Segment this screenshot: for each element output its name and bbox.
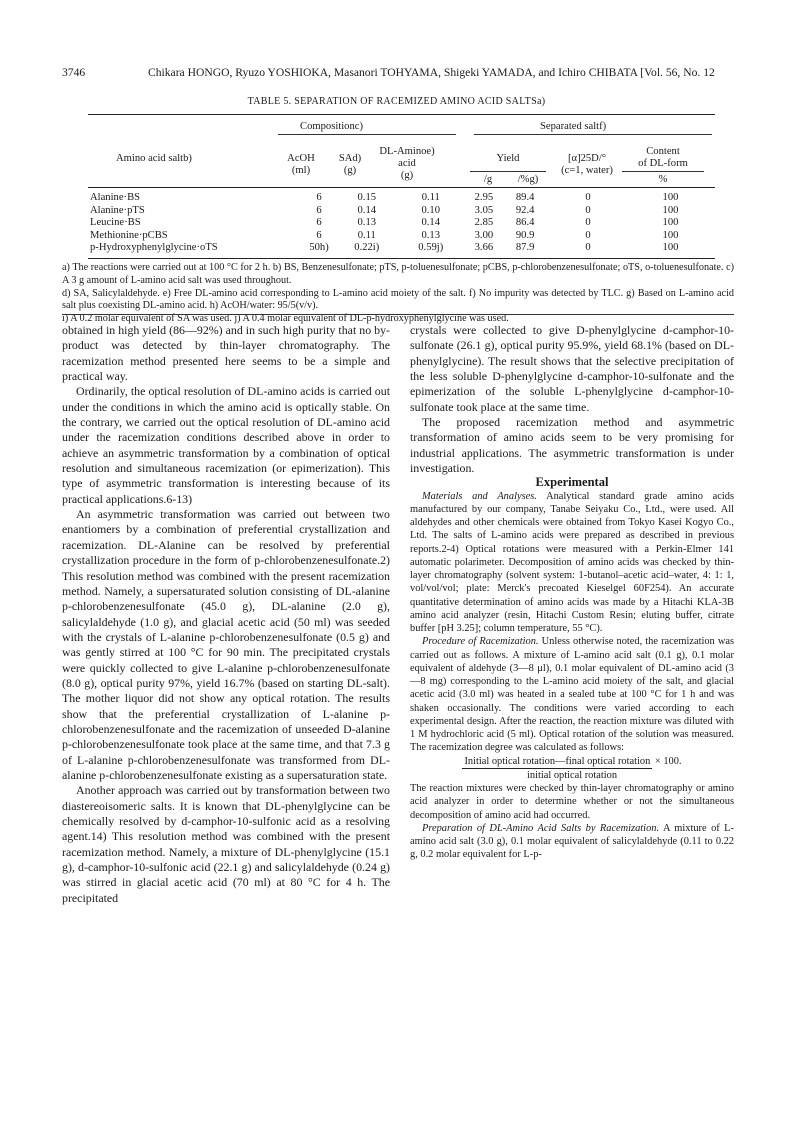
yield-header: Yield [496, 153, 520, 164]
composition-rule [278, 134, 456, 135]
paragraph: Ordinarily, the optical resolution of DL-amino acids is carried out under the conditions in which the amino acid is optically stable. On the contrary, we carried out the optical resolution of DL-amino acid under the racemization conditions described above in order to achieve an asymmetric transformation by a combination of optical resolution and simultaneous racemization (or epimerization). This type of asymmetric transformation is interesting because of its practical applications.6-13) [62, 384, 390, 506]
rotation-cell: 0 [585, 242, 591, 254]
authors: Chikara HONGO, Ryuzo YOSHIOKA, Masanori TOHYAMA, Shigeki YAMADA, and Ichiro CHIBATA [148, 66, 638, 79]
yield-g-cell: 3.66 [474, 242, 494, 254]
paragraph: The proposed racemization method and asymmetric transformation of amino acids seem to be very promising for industrial applications. The asymmetric transformation is under investigation. [410, 415, 734, 476]
dl-amino-cell: 0.14 [421, 217, 441, 229]
table5-body [88, 192, 715, 255]
paragraph-text: Analytical standard grade amino acids manufactured by our company, Tanabe Seiyaku Co., Ltd., were used. All aldehydes and other chemicals were obtained from Tokyo Kasei Kogyo Co., Ltd. The salts of L-amino acids were prepared as described in previous reports.2-4) Optical rotations were measured with a Perkin-Elmer 141 automatic polarimeter. Decomposition of amino acids was checked by thin-layer chromatography (solvent system: 1-butanol–acetic acid–water, 4: 1: 1, vol/vol/vol; plate: Merck's precoated Kieselgel 60F254). An accurate quantitative determination of amino acids was made by a Hitachi KLA-3B amino acid analyzer (resin, Hitachi Custom Resin; eluting buffer, citrate buffer [pH 3.25]; column temperature, 55 °C). [410, 490, 735, 635]
separated-salt-header: Separated saltf) [540, 121, 607, 132]
paragraph [410, 822, 734, 862]
sa-unit: (g) [343, 165, 357, 176]
content-header [622, 146, 704, 170]
table-row [88, 217, 715, 230]
dl-amino-unit: (g) [400, 170, 414, 181]
dl-amino-label: DL-Aminoe) [379, 146, 435, 157]
acoh-cell: 6 [316, 229, 322, 241]
yield-pct-header: /%g) [517, 174, 539, 185]
rotation-cell: 0 [585, 192, 591, 203]
composition-header: Compositionc) [300, 121, 363, 132]
acoh-cell: 6 [316, 204, 322, 216]
sa-cell: 0.22i) [354, 242, 380, 254]
acoh-cell: 6 [316, 217, 322, 229]
dl-amino-cell: 0.13 [421, 229, 441, 241]
dl-amino-header [376, 146, 438, 182]
content-unit: % [658, 174, 668, 185]
yield-pct-cell: 86.4 [515, 217, 535, 229]
paragraph: An asymmetric transformation was carried out between two enantiomers by a combination of preferential crystallization and racemization. DL-Alanine can be resolved by preferential crystallization procedure in the form of p-chlorobenzenesulfonate.2) This resolution method was combined with the present racemization method. Namely, a supersaturated solution consisting of DL-alanine p-chlorobenzenesulfonate (45.0 g), DL-alanine (2.0 g), salicylaldehyde (1.0 g), and glacial acetic acid (50 ml) was seeded with the crystals of L-alanine p-chlorobenzenesulfonate (0.5 g) and was gently stirred at 100 °C for 90 min. The precipitated crystals were quickly collected to give L-alanine p-chlorobenzenesulfonate (8.0 g), optical purity 97%, yield 16.7% (based on starting DL-salt). The mother liquor did not show any optical rotation. The results show that the preferential crystallization of L-alanine p-chlorobenzenesulfonate and the racemization of unseeded D-alanine p-chlorobenzenesulfonate took place at the same time, and that 7.3 g of L-alanine p-chlorobenzenesulfonate was transformed from DL-alanine p-chlorobenzenesulfonate existing as a supersaturation state. [62, 507, 390, 782]
footnote-line: d) SA, Salicylaldehyde. e) Free DL-amino acid corresponding to L-amino acid moiety of the salt. f) No impurity was detected by TLC. g) Based on L-amino acid salt plus coexisting DL-amino acid. h) AcOH/water: 95/5(v/v). [62, 287, 734, 312]
subsection-head: Procedure of Racemization. [422, 636, 539, 648]
sa-cell: 0.13 [357, 217, 377, 229]
table-footnotes [62, 262, 734, 326]
paragraph [410, 635, 734, 754]
salt-cell: Methionine·pCBS [90, 229, 168, 241]
footnote-line: a) The reactions were carried out at 100 °C for 2 h. b) BS, Benzenesulfonate; pTS, p-toluenesulfonate; pCBS, p-chlorobenzenesulfonate; oTS, o-toluenesulfonate. c) A 3 g amount of L-amino acid salt was used throughout. [62, 262, 734, 286]
subsection-head: Preparation of DL-Amino Acid Salts by Racemization. [422, 822, 660, 834]
formula-numerator: Initial optical rotation—final optical rotation [462, 755, 652, 769]
rotation-cell: 0 [585, 217, 591, 229]
yield-g-cell: 3.05 [474, 204, 494, 216]
formula-factor: × 100. [654, 755, 682, 767]
content-cell: 100 [662, 192, 679, 203]
author-line [148, 66, 715, 79]
yield-pct-cell: 87.9 [515, 242, 535, 254]
yield-g-cell: 3.00 [474, 229, 494, 241]
paragraph: crystals were collected to give D-phenylglycine d-camphor-10-sulfonate (26.1 g), optical purity 95.9%, yield 68.1% (based on DL-phenylglycine). The result shows that the selective precipitation of the less soluble D-phenylglycine d-camphor-10-sulfonate and the epimerization of the soluble L-phenylglycine d-camphor-10-sulfonate took place at the same time. [410, 323, 734, 414]
paragraph-text: Unless otherwise noted, the racemization was carried out as follows. A mixture of L-amino acid salt (0.1 g), 0.1 molar equivalent of aldehyde (3—8 μl), 0.1 molar equivalent of DL-amino acid (3—8 mg) corresponding to the L-amino acid moiety of the salt, and glacial acetic acid (3.0 ml) was heated in a sealed tube at 100 °C for 1 h and was shaken occasionally. The conditions were varied according to each experimental design. After the reaction, the reaction mixture was diluted with 1 M hydrochloric acid (5 ml). Optical rotation of the solution was measured. The racemization degree was calculated as follows: [410, 636, 734, 754]
rotation-cell: 0 [585, 204, 591, 216]
subsection-head: Materials and Analyses. [422, 490, 537, 502]
yield-g-header: /g [483, 174, 493, 185]
content-label-2: of DL-form [638, 158, 688, 169]
rotation-header [556, 153, 618, 177]
paragraph-text: A mixture of L-amino acid salt (3.0 g), 0.1 molar equivalent of salicylaldehyde (0.11 to 0.22 g, 0.2 molar equivalent for L-p- [410, 822, 734, 861]
yield-g-cell: 2.95 [474, 192, 494, 203]
sa-header [332, 153, 368, 177]
paragraph: The reaction mixtures were checked by thin-layer chromatography or amino acid analyzer in order to determine whether or not the simultaneous decomposition of amino acid had occurred. [410, 783, 734, 821]
paragraph: obtained in high yield (86—92%) and in such high purity that no by-product was detected by thin-layer chromatography. The racemization method presented here seems to be a simple and practical way. [62, 323, 390, 384]
acoh-unit: (ml) [291, 165, 311, 176]
table-row [88, 205, 715, 218]
salt-cell: Leucine·BS [90, 217, 141, 229]
content-cell: 100 [662, 217, 679, 229]
salt-cell: p-Hydroxyphenylglycine·oTS [90, 242, 218, 254]
yield-pct-cell: 90.9 [515, 229, 535, 241]
content-cell: 100 [662, 242, 679, 254]
table-row [88, 192, 715, 205]
dl-amino-label-2: acid [398, 158, 416, 169]
acoh-label: AcOH [287, 153, 315, 164]
rotation-label: [α]25D/° [567, 153, 607, 164]
table-header-rule [88, 187, 715, 188]
acoh-header [282, 153, 320, 177]
amino-acid-salt-header: Amino acid saltb) [116, 153, 192, 164]
content-label: Content [646, 146, 680, 157]
table-row [88, 230, 715, 243]
table-caption: TABLE 5. SEPARATION OF RACEMIZED AMINO ACID SALTSa) [247, 96, 546, 107]
sa-cell: 0.15 [357, 192, 377, 203]
footnote-line: i) A 0.2 molar equivalent of SA was used. j) A 0.4 molar equivalent of DL-p-hydroxyphenylglycine was used. [62, 313, 509, 325]
dl-amino-cell: 0.59j) [418, 242, 444, 254]
table-top-rule [88, 114, 715, 115]
sa-cell: 0.14 [357, 204, 377, 216]
acoh-cell: 6 [316, 192, 322, 203]
dl-amino-cell: 0.10 [421, 204, 441, 216]
racemization-formula [410, 755, 734, 783]
sa-cell: 0.11 [357, 229, 376, 241]
separated-rule [474, 134, 712, 135]
dl-amino-cell: 0.11 [421, 192, 440, 203]
table-row [88, 242, 715, 255]
journal-ref: [Vol. 56, No. 12 [640, 66, 715, 79]
content-cell: 100 [662, 204, 679, 216]
content-rule [622, 171, 704, 172]
yield-g-cell: 2.85 [474, 217, 494, 229]
yield-rule [470, 171, 546, 172]
page-number: 3746 [62, 66, 86, 79]
sa-label: SAd) [338, 153, 362, 164]
salt-cell: Alanine·pTS [90, 204, 145, 216]
salt-cell: Alanine·BS [90, 192, 141, 203]
rotation-cond: (c=1, water) [561, 165, 613, 176]
right-column [410, 323, 734, 862]
content-cell: 100 [662, 229, 679, 241]
paragraph [410, 490, 734, 636]
yield-pct-cell: 89.4 [515, 192, 535, 203]
rotation-cell: 0 [585, 229, 591, 241]
table-bottom-rule [88, 258, 715, 259]
formula-denominator: initial optical rotation [526, 769, 618, 781]
footnote-rule [62, 314, 734, 315]
acoh-cell: 50h) [309, 242, 329, 254]
paragraph: Another approach was carried out by transformation between two diastereoisomeric salts. It is known that DL-phenylglycine can be chemically resolved by d-camphor-10-sulfonic acid as a resolving agent.14) This resolution method was combined with the present racemization method. Namely, a mixture of DL-phenylglycine (15.1 g), d-camphor-10-sulfonic acid (22.1 g) and salicylaldehyde (0.24 g) was stirred in glacial acetic acid (70 ml) at 80 °C for 4 h. The precipitated [62, 783, 390, 905]
left-column [62, 323, 390, 906]
yield-pct-cell: 92.4 [515, 204, 535, 216]
section-title: Experimental [535, 475, 609, 490]
